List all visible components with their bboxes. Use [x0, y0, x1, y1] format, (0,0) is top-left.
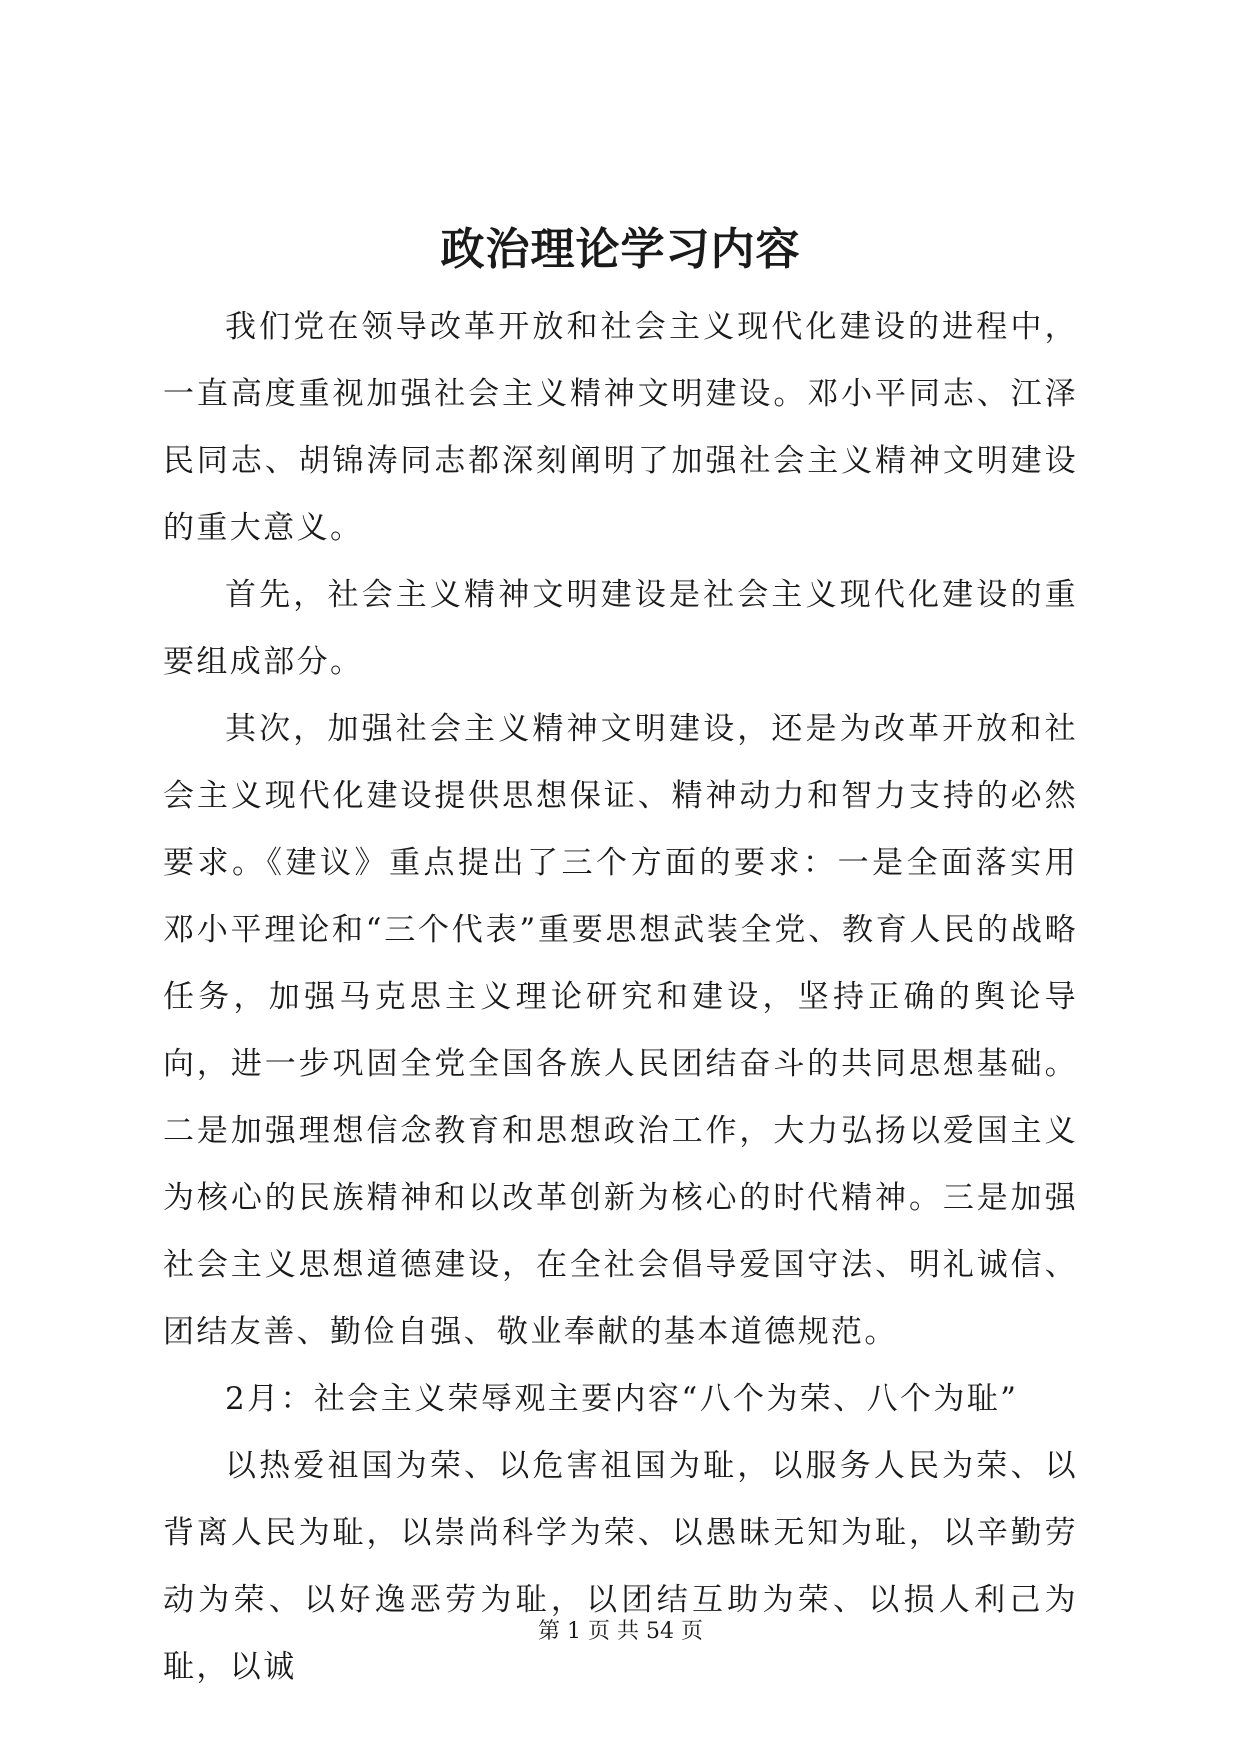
paragraph-5: 以热爱祖国为荣、以危害祖国为耻，以服务人民为荣、以背离人民为耻，以崇尚科学为荣、以愚昧无知为耻，以辛勤劳动为荣、以好逸恶劳为耻，以团结互助为荣、以损人利己为耻，以诚: [163, 1448, 1078, 1685]
paragraph-1: 我们党在领导改革开放和社会主义现代化建设的进程中，一直高度重视加强社会主义精神文明建设。邓小平同志、江泽民同志、胡锦涛同志都深刻阐明了加强社会主义精神文明建设的重大意义。: [163, 309, 1078, 546]
paragraph-4: 2月：社会主义荣辱观主要内容“八个为荣、八个为耻”: [225, 1381, 1019, 1417]
paragraph-2: 首先，社会主义精神文明建设是社会主义现代化建设的重要组成部分。: [163, 577, 1078, 680]
page-number-footer: 第 1 页 共 54 页: [538, 1619, 703, 1644]
document-title: 政治理论学习内容: [440, 224, 801, 275]
document-body: [163, 294, 1078, 1701]
paragraph-3: 其次，加强社会主义精神文明建设，还是为改革开放和社会主义现代化建设提供思想保证、精神动力和智力支持的必然要求。《建议》重点提出了三个方面的要求：一是全面落实用邓小平理论和“三个代表”重要思想武装全党、教育人民的战略任务，加强马克思主义理论研究和建设，坚持正确的舆论导向，进一步巩固全党全国各族人民团结奋斗的共同思想基础。二是加强理想信念教育和思想政治工作，大力弘扬以爱国主义为核心的民族精神和以改革创新为核心的时代精神。三是加强社会主义思想道德建设，在全社会倡导爱国守法、明礼诚信、团结友善、勤俭自强、敬业奉献的基本道德规范。: [163, 711, 1078, 1350]
